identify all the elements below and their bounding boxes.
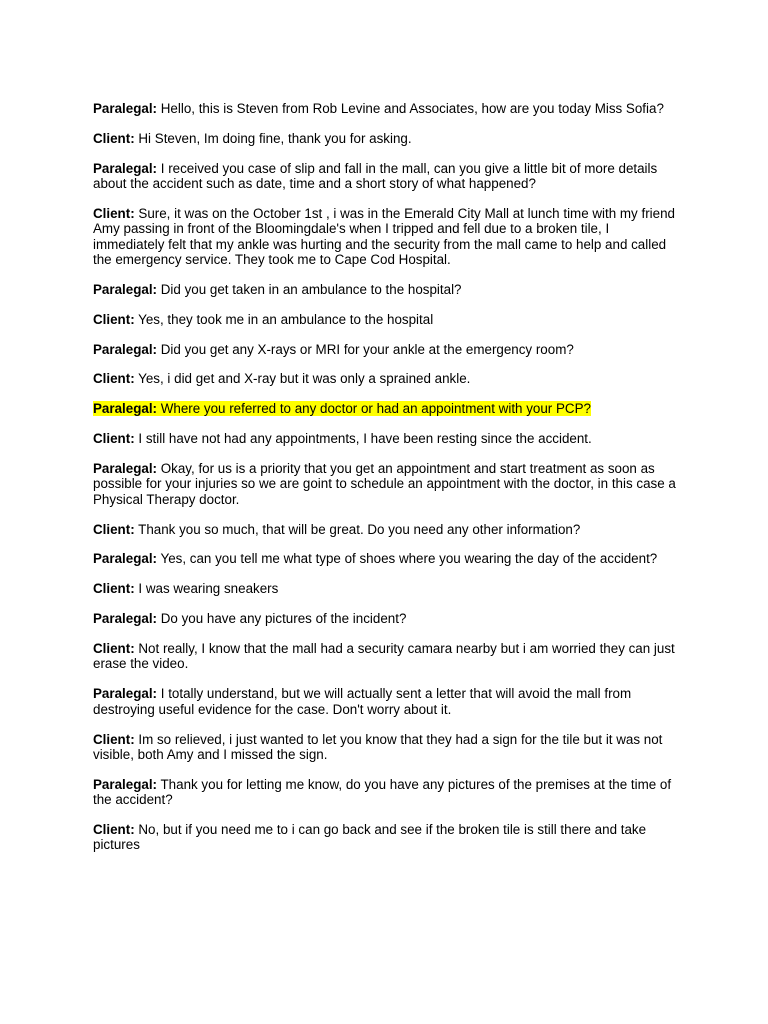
highlight-mark xyxy=(93,401,591,416)
dialogue-turn xyxy=(93,206,683,267)
speaker-label: Client: xyxy=(93,130,135,146)
turn-text: Im so relieved, i just wanted to let you know that they had a sign for the tile but it was not visible, both Amy and I missed the sign. xyxy=(93,731,663,762)
dialogue-turn xyxy=(93,101,683,116)
dialogue-turn xyxy=(93,131,683,146)
dialogue-turn xyxy=(93,581,683,596)
turn-text: Thank you so much, that will be great. Do you need any other information? xyxy=(138,521,581,537)
turn-text: I still have not had any appointments, I have been resting since the accident. xyxy=(138,431,592,447)
speaker-label: Client: xyxy=(93,731,135,747)
dialogue-turn xyxy=(93,641,683,672)
turn-text: I was wearing sneakers xyxy=(138,581,279,597)
speaker-label: Paralegal: xyxy=(93,401,158,417)
dialogue-turn xyxy=(93,686,683,717)
speaker-label: Client: xyxy=(93,431,135,447)
turn-text: Do you have any pictures of the incident? xyxy=(160,611,407,627)
speaker-label: Paralegal: xyxy=(93,461,158,477)
turn-text: Thank you for letting me know, do you have any pictures of the premises at the time of the accident? xyxy=(93,776,672,807)
turn-text: Did you get taken in an ambulance to the hospital? xyxy=(160,281,462,297)
turn-text: Yes, can you tell me what type of shoes where you wearing the day of the accident? xyxy=(160,551,658,567)
dialogue-turn xyxy=(93,282,683,297)
turn-text: Hi Steven, Im doing fine, thank you for asking. xyxy=(138,130,412,146)
dialogue-turn xyxy=(93,551,683,566)
dialogue-turn xyxy=(93,312,683,327)
turn-text: No, but if you need me to i can go back and see if the broken tile is still there and take pictures xyxy=(93,821,647,853)
dialogue-turn xyxy=(93,161,683,192)
turn-text: I received you case of slip and fall in the mall, can you give a little bit of more details about the accident such as date, time and a short story of what happened? xyxy=(93,160,658,192)
speaker-label: Client: xyxy=(93,311,135,327)
turn-text: Where you referred to any doctor or had an appointment with your PCP? xyxy=(160,401,591,417)
turn-text: I totally understand, but we will actually sent a letter that will avoid the mall from destroying useful evidence for the case. Don't worry about it. xyxy=(93,686,632,717)
turn-text: Okay, for us is a priority that you get an appointment and start treatment as soon as possible for your injuries so we are goint to schedule an appointment with the doctor, in this case a Physical Therapy doctor. xyxy=(93,461,676,507)
turn-text: Yes, they took me in an ambulance to the hospital xyxy=(138,311,434,327)
dialogue-turn xyxy=(93,732,683,763)
dialogue-turn xyxy=(93,342,683,357)
speaker-label: Client: xyxy=(93,581,135,597)
transcript-page xyxy=(93,101,683,867)
turn-text: Not really, I know that the mall had a security camara nearby but i am worried they can just erase the video. xyxy=(93,641,675,672)
turn-text: Sure, it was on the October 1st , i was in the Emerald City Mall at lunch time with my friend Amy passing in front of the Bloomingdale's when I tripped and fell due to a broken tile, I immediately felt that my ankle was hurting and the security from the mall came to help and called the emergency service. They took me to Cape Cod Hospital. xyxy=(93,205,675,267)
speaker-label: Paralegal: xyxy=(93,551,158,567)
speaker-label: Client: xyxy=(93,521,135,537)
dialogue-turn xyxy=(93,522,683,537)
dialogue-turn xyxy=(93,611,683,626)
dialogue-turn xyxy=(93,777,683,808)
dialogue-turn xyxy=(93,822,683,853)
speaker-label: Client: xyxy=(93,205,135,221)
speaker-label: Paralegal: xyxy=(93,611,158,627)
speaker-label: Paralegal: xyxy=(93,341,158,357)
speaker-label: Paralegal: xyxy=(93,281,158,297)
dialogue-turn xyxy=(93,371,683,386)
turn-text: Hello, this is Steven from Rob Levine and Associates, how are you today Miss Sofia? xyxy=(160,101,664,116)
speaker-label: Client: xyxy=(93,371,135,387)
speaker-label: Paralegal: xyxy=(93,776,158,792)
speaker-label: Paralegal: xyxy=(93,686,158,702)
dialogue-turn xyxy=(93,431,683,446)
turn-text: Yes, i did get and X-ray but it was only a sprained ankle. xyxy=(138,371,471,387)
dialogue-turn xyxy=(93,461,683,507)
turn-text: Did you get any X-rays or MRI for your ankle at the emergency room? xyxy=(160,341,574,357)
speaker-label: Paralegal: xyxy=(93,160,158,176)
speaker-label: Client: xyxy=(93,821,135,837)
speaker-label: Client: xyxy=(93,641,135,657)
dialogue-turn-highlighted xyxy=(93,401,683,416)
speaker-label: Paralegal: xyxy=(93,101,158,116)
